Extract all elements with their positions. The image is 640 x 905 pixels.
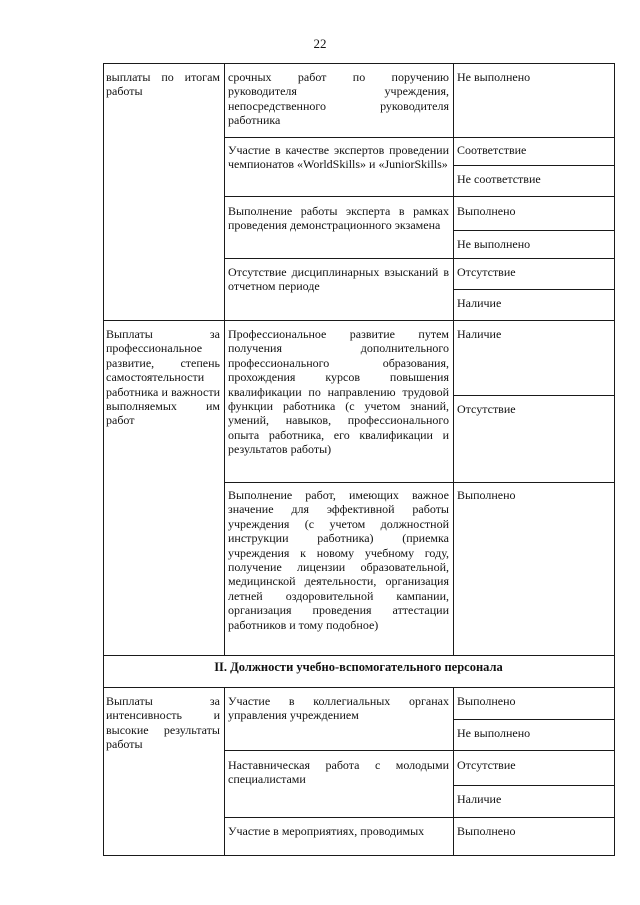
row-divider (103, 320, 615, 321)
result-divider (453, 289, 615, 290)
table-border-left (103, 63, 104, 855)
result-cell: Выполнено (457, 204, 516, 218)
result-divider (453, 719, 615, 720)
result-cell: Не выполнено (457, 70, 531, 84)
criterion-cell: срочных работ по поручению руководителя учреждения, непосредственного руководителя работника (228, 70, 449, 128)
column-divider-1 (224, 687, 225, 855)
column-divider-2 (453, 687, 454, 855)
row-divider (103, 655, 615, 656)
result-cell: Выполнено (457, 694, 516, 708)
row-divider (224, 482, 615, 483)
result-cell: Отсутствие (457, 758, 516, 772)
result-divider (453, 165, 615, 166)
result-divider (453, 785, 615, 786)
result-cell: Выполнено (457, 488, 516, 502)
category-cell: выплаты по итогам работы (106, 70, 220, 99)
result-divider (453, 230, 615, 231)
result-cell: Наличие (457, 327, 502, 341)
column-divider-2 (453, 63, 454, 655)
category-cell: Выплаты за интенсивность и высокие результаты работы (106, 694, 220, 752)
page-number: 22 (313, 36, 327, 51)
result-cell: Не выполнено (457, 237, 531, 251)
criterion-cell: Отсутствие дисциплинарных взысканий в отчетном периоде (228, 265, 449, 294)
criterion-cell: Выполнение работ, имеющих важное значение для эффективной работы учреждения (с учетом должностной инструкции работника) (приемка учреждения к новому учебному году, получение лицензии образовательной, медицинской деятельности, организация летней оздоровительной кампании, организация проведения аттестации работников и тому подобное) (228, 488, 449, 632)
result-cell: Соответствие (457, 143, 527, 157)
result-cell: Не выполнено (457, 726, 531, 740)
section-title: II. Должности учебно-вспомогательного персонала (214, 660, 503, 674)
result-cell: Выполнено (457, 824, 516, 838)
result-cell: Наличие (457, 296, 502, 310)
row-divider (224, 817, 615, 818)
result-cell: Отсутствие (457, 265, 516, 279)
result-cell: Наличие (457, 792, 502, 806)
table-border-top (103, 63, 615, 64)
criterion-cell: Выполнение работы эксперта в рамках проведения демонстрационного экзамена (228, 204, 449, 233)
row-divider (224, 196, 615, 197)
criterion-cell: Профессиональное развитие путем получения дополнительного профессионального образования, прохождения курсов повышения квалификации по направлению трудовой функции работника (с учетом знаний, умений, навыков, профессионального опыта работника, его квалификации и результатов работы) (228, 327, 449, 457)
row-divider (224, 750, 615, 751)
result-cell: Не соответствие (457, 172, 541, 186)
result-divider (453, 395, 615, 396)
table-border-bottom (103, 855, 615, 856)
category-cell: Выплаты за профессиональное развитие, степень самостоятельности работника и важности выполняемых им работ (106, 327, 220, 428)
criterion-cell: Участие в качестве экспертов проведении чемпионатов «WorldSkills» и «JuniorSkills» (228, 143, 449, 172)
row-divider (224, 258, 615, 259)
criterion-cell: Наставническая работа с молодыми специалистами (228, 758, 449, 787)
table-border-right (614, 63, 615, 855)
criterion-cell: Участие в мероприятиях, проводимых (228, 824, 425, 838)
result-cell: Отсутствие (457, 402, 516, 416)
row-divider (103, 687, 615, 688)
row-divider (224, 137, 615, 138)
criterion-cell: Участие в коллегиальных органах управления учреждением (228, 694, 449, 723)
column-divider-1 (224, 63, 225, 655)
